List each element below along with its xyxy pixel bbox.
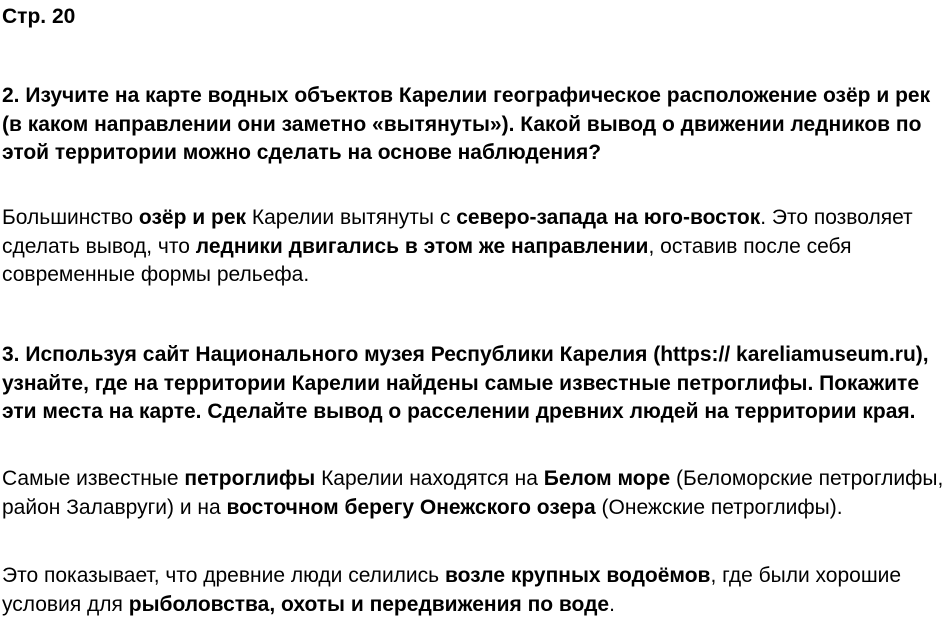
answer-emphasis: петроглифы [184,467,316,490]
page-title: Стр. 20 [2,5,76,28]
answer-emphasis: Белом море [543,467,671,490]
answer-text: Это показывает, что древние люди селились [2,564,445,587]
answer-text: . Это позволяет сделать вывод, что [2,206,913,258]
answer-3-paragraph-2 [2,562,950,619]
answer-text: . [609,592,615,616]
answer-emphasis: возле крупных водоёмов [444,564,711,587]
answer-text: (Онежские петроглифы). [595,495,843,519]
answer-text: Карелии находятся на [315,467,544,490]
question-3: 3. Используя сайт Национального музея Республики Карелия (https:// kareliamuseum.ru), узнайте, где на территории Карелии найдены самые известные петроглифы. Покажите эти места на карте. Сделайте вывод о расселении древних людей на территории края. [2,343,929,423]
answer-text: , оставив после себя современные формы рельефа. [2,234,852,286]
answer-emphasis: северо-запада на юго-восток [456,206,761,229]
answer-2 [2,204,950,290]
answer-text: Карелии вытянуты с [246,206,457,229]
answer-emphasis: озёр и рек [138,206,247,229]
question-2: 2. Изучите на карте водных объектов Карелии географическое расположение озёр и рек (в каком направлении они заметно «вытянуты»). Какой вывод о движении ледников по этой территории можно сделать на основе наблюдения? [2,84,931,164]
answer-text: Большинство [2,206,139,229]
answer-emphasis: рыболовства, охоты и передвижения по воде [128,592,610,616]
answer-3-paragraph-1 [2,465,950,522]
answer-text: Самые известные [2,467,185,490]
answer-emphasis: восточном берегу Онежского озера [226,495,596,519]
answer-text: (Беломорские петроглифы, район Залавруги) и на [2,467,944,519]
answer-emphasis: ледники двигались в этом же направлении [195,234,649,258]
answer-text: , где были хорошие условия для [2,564,902,616]
